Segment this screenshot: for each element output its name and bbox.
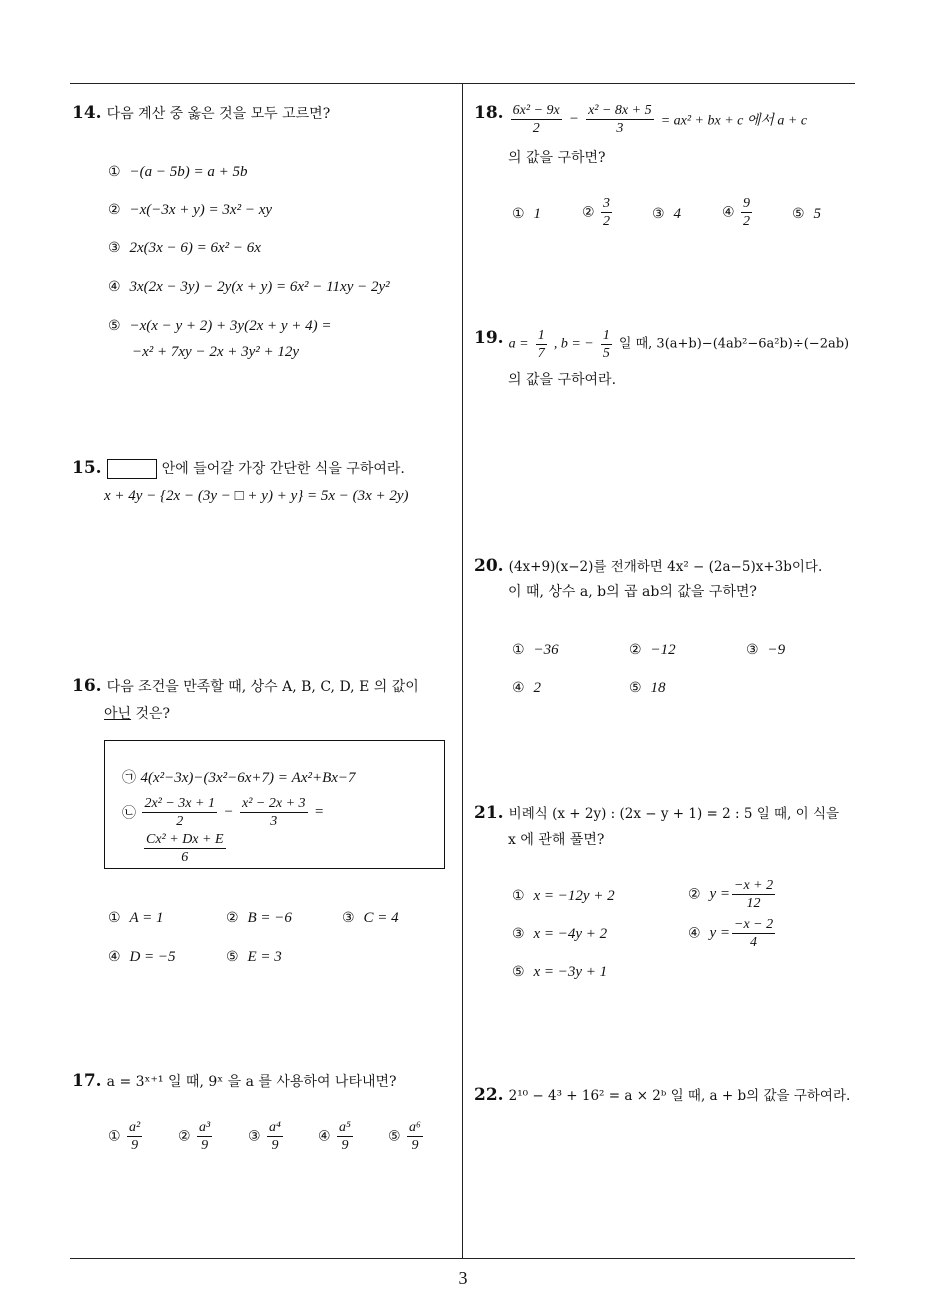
denominator: 9 — [341, 1138, 349, 1153]
question-text: 다음 계산 중 옳은 것을 모두 고르면? — [106, 106, 331, 122]
denominator: 7 — [537, 346, 545, 361]
option-mark: ④ — [722, 204, 735, 221]
option-mark: ② — [629, 642, 642, 658]
question-15-expression: x + 4y − {2x − (3y − □ + y) + y} = 5x − (3x + 2y) — [104, 488, 409, 504]
question-20 — [474, 556, 864, 578]
option-mark: ⑤ — [226, 949, 239, 965]
fraction — [511, 103, 562, 136]
question-text: 비례식 (x + 2y) : (2x − y + 1) = 2 : 5 일 때, 이 식을 — [508, 806, 840, 822]
option-expr: 1 — [533, 206, 541, 222]
numerator: 9 — [743, 196, 751, 211]
question-number: 15. — [72, 458, 102, 478]
fraction — [267, 1120, 283, 1153]
option-5[interactable] — [792, 206, 821, 223]
denominator: 2 — [743, 214, 751, 229]
option-2[interactable] — [688, 878, 777, 911]
numerator: x² − 2x + 3 — [242, 796, 306, 811]
numerator: 1 — [537, 328, 545, 343]
option-4[interactable] — [688, 917, 777, 950]
denominator: 2 — [603, 214, 611, 229]
option-expr: 18 — [650, 680, 666, 696]
option-expr: −x(x − y + 2) + 3y(2x + y + 4) = — [129, 318, 332, 334]
option-3[interactable] — [652, 206, 681, 223]
question-21-line2: x 에 관해 풀면? — [508, 832, 605, 848]
option-mark: ⑤ — [108, 318, 121, 334]
option-5[interactable] — [226, 949, 282, 966]
option-mark: ① — [108, 164, 121, 180]
option-expr: E = 3 — [247, 949, 282, 965]
question-number: 21. — [474, 803, 504, 823]
option-expr: −36 — [533, 642, 559, 658]
math-label: , b = − — [553, 336, 594, 352]
question-text: 일 때, 3(a+b)−(4ab²−6a²b)÷(−2ab) — [618, 336, 850, 352]
option-expr: −12 — [650, 642, 676, 658]
question-text: 2¹⁰ − 4³ + 16² = a × 2ᵇ 일 때, a + b의 값을 구하여라. — [508, 1088, 851, 1104]
operator: − — [223, 804, 234, 820]
question-text: 것은? — [131, 706, 171, 722]
option-mark: ③ — [108, 240, 121, 256]
emphasis-underlined: 아닌 — [104, 706, 132, 722]
question-19 — [474, 328, 864, 361]
option-5-continued — [132, 344, 299, 361]
fraction — [142, 796, 217, 829]
option-mark: ③ — [512, 926, 525, 942]
denominator: 3 — [616, 121, 624, 136]
question-number: 17. — [72, 1071, 102, 1091]
denominator: 12 — [746, 896, 761, 911]
option-expr: 2x(3x − 6) = 6x² − 6x — [129, 240, 261, 256]
option-expr: 5 — [813, 206, 821, 222]
numerator: a³ — [199, 1120, 211, 1135]
condition-mark: ㉡ — [122, 805, 136, 822]
question-number: 19. — [474, 328, 504, 348]
option-mark: ② — [688, 886, 701, 903]
option-4[interactable] — [512, 680, 541, 697]
denominator: 9 — [131, 1138, 139, 1153]
numerator: 1 — [602, 328, 610, 343]
option-mark: ⑤ — [512, 964, 525, 980]
math-label: a = — [508, 336, 529, 352]
numerator: −x + 2 — [734, 878, 774, 893]
option-5[interactable] — [108, 318, 332, 335]
condition-mark: ㉠ — [122, 770, 136, 786]
option-lhs: y = — [709, 886, 730, 902]
denominator: 6 — [181, 850, 189, 865]
fraction — [586, 103, 654, 136]
question-text: 안에 들어갈 가장 간단한 식을 구하여라. — [161, 461, 405, 477]
option-1[interactable] — [512, 642, 559, 659]
numerator: a² — [129, 1120, 141, 1135]
fraction — [601, 196, 612, 229]
fraction — [601, 328, 612, 361]
option-2[interactable] — [629, 642, 676, 659]
numerator: x² − 8x + 5 — [588, 103, 652, 118]
option-5[interactable] — [629, 680, 665, 697]
operator: = — [314, 804, 325, 820]
fraction — [536, 328, 547, 361]
option-expr: A = 1 — [129, 910, 164, 926]
option-expr: −(a − 5b) = a + 5b — [129, 164, 248, 180]
fraction — [197, 1120, 212, 1153]
option-expr: x = −12y + 2 — [533, 888, 615, 904]
numerator: 3 — [603, 196, 611, 211]
option-1[interactable] — [108, 164, 247, 181]
option-expr: x = −3y + 1 — [533, 964, 608, 980]
question-text: a = 3ˣ⁺¹ 일 때, 9ˣ 을 a 를 사용하여 나타내면? — [106, 1074, 397, 1090]
option-3[interactable] — [248, 1120, 285, 1153]
option-expr: −x² + 7xy − 2x + 3y² + 12y — [132, 344, 300, 360]
denominator: 5 — [602, 346, 610, 361]
option-mark: ④ — [688, 925, 701, 942]
denominator: 4 — [750, 935, 758, 950]
option-1[interactable] — [108, 910, 163, 927]
option-5[interactable] — [388, 1120, 425, 1153]
condition-2 — [122, 796, 324, 829]
condition-1 — [122, 767, 356, 787]
fraction — [240, 796, 308, 829]
option-expr: x = −4y + 2 — [533, 926, 608, 942]
option-mark: ④ — [512, 680, 525, 696]
option-mark: ⑤ — [792, 206, 805, 222]
option-expr: B = −6 — [247, 910, 292, 926]
option-expr: 3x(2x − 3y) − 2y(x + y) = 6x² − 11xy − 2y² — [129, 279, 390, 295]
question-18-line2: 의 값을 구하면? — [508, 150, 606, 166]
option-expr: −x(−3x + y) = 3x² − xy — [129, 202, 273, 218]
option-mark: ④ — [108, 949, 121, 965]
option-mark: ② — [226, 910, 239, 926]
option-expr: D = −5 — [129, 949, 176, 965]
option-mark: ⑤ — [629, 680, 642, 696]
option-mark: ② — [178, 1128, 191, 1145]
question-text: 다음 조건을 만족할 때, 상수 A, B, C, D, E 의 값이 — [106, 679, 419, 695]
question-number: 14. — [72, 103, 102, 123]
option-2[interactable] — [108, 202, 272, 219]
bottom-rule — [70, 1258, 855, 1259]
question-22 — [474, 1085, 864, 1107]
numerator: 2x² − 3x + 1 — [144, 796, 215, 811]
option-expr: 2 — [533, 680, 541, 696]
fraction — [144, 832, 226, 865]
question-20-line2: 이 때, 상수 a, b의 곱 ab의 값을 구하면? — [508, 584, 757, 600]
option-lhs: y = — [709, 925, 730, 941]
option-mark: ① — [108, 910, 121, 926]
denominator: 3 — [270, 814, 278, 829]
question-17 — [72, 1071, 457, 1093]
option-expr: 4 — [673, 206, 681, 222]
option-mark: ③ — [652, 206, 665, 222]
denominator: 9 — [411, 1138, 419, 1153]
column-divider — [462, 84, 463, 1259]
option-2[interactable] — [582, 196, 614, 229]
option-mark: ① — [512, 642, 525, 658]
fraction — [741, 196, 752, 229]
question-number: 16. — [72, 676, 102, 696]
option-mark: ③ — [746, 642, 759, 658]
fraction — [732, 917, 775, 950]
option-1[interactable] — [512, 888, 615, 905]
option-1[interactable] — [512, 206, 541, 223]
option-mark: ③ — [342, 910, 355, 926]
option-mark: ① — [512, 206, 525, 222]
question-number: 20. — [474, 556, 504, 576]
question-15 — [72, 458, 457, 480]
numerator: a⁵ — [339, 1120, 351, 1135]
denominator: 9 — [201, 1138, 209, 1153]
fraction — [407, 1120, 423, 1153]
option-mark: ③ — [248, 1128, 261, 1145]
operator: − — [568, 111, 579, 127]
question-19-line2: 의 값을 구하여라. — [508, 372, 617, 388]
option-expr: −9 — [767, 642, 786, 658]
option-mark: ② — [108, 202, 121, 218]
condition-2-rhs — [142, 832, 228, 865]
numerator: 6x² − 9x — [512, 103, 560, 118]
question-16 — [72, 676, 457, 698]
answer-blank-box — [107, 459, 157, 479]
option-4[interactable] — [108, 279, 390, 296]
fraction — [732, 878, 775, 911]
question-text: = ax² + bx + c 에서 a + c — [660, 113, 808, 129]
condition-expr: 4(x²−3x)−(3x²−6x+7) = Ax²+Bx−7 — [140, 770, 356, 786]
option-mark: ① — [512, 888, 525, 904]
option-mark: ② — [582, 204, 595, 221]
numerator: Cx² + Dx + E — [146, 832, 224, 847]
option-3[interactable] — [512, 926, 607, 943]
question-18 — [474, 103, 859, 136]
question-21 — [474, 803, 864, 825]
page-number: 3 — [458, 1268, 468, 1288]
option-mark: ① — [108, 1128, 121, 1145]
option-2[interactable] — [226, 910, 292, 927]
option-4[interactable] — [722, 196, 754, 229]
option-expr: C = 4 — [363, 910, 399, 926]
question-number: 18. — [474, 103, 504, 123]
option-3[interactable] — [108, 240, 261, 257]
denominator: 2 — [176, 814, 184, 829]
option-4[interactable] — [108, 949, 176, 966]
numerator: a⁶ — [409, 1120, 421, 1135]
question-number: 22. — [474, 1085, 504, 1105]
option-3[interactable] — [342, 910, 399, 927]
question-14 — [72, 103, 452, 125]
numerator: −x − 2 — [734, 917, 774, 932]
option-5[interactable] — [512, 964, 607, 981]
denominator: 9 — [271, 1138, 279, 1153]
option-1[interactable] — [108, 1120, 144, 1153]
option-mark: ④ — [108, 279, 121, 295]
denominator: 2 — [532, 121, 540, 136]
fraction — [337, 1120, 353, 1153]
option-mark: ⑤ — [388, 1128, 401, 1145]
question-16-line2 — [104, 703, 170, 725]
numerator: a⁴ — [269, 1120, 281, 1135]
option-mark: ④ — [318, 1128, 331, 1145]
fraction — [127, 1120, 142, 1153]
option-4[interactable] — [318, 1120, 355, 1153]
option-3[interactable] — [746, 642, 785, 659]
question-text: (4x+9)(x−2)를 전개하면 4x² − (2a−5)x+3b이다. — [508, 559, 823, 575]
option-2[interactable] — [178, 1120, 214, 1153]
